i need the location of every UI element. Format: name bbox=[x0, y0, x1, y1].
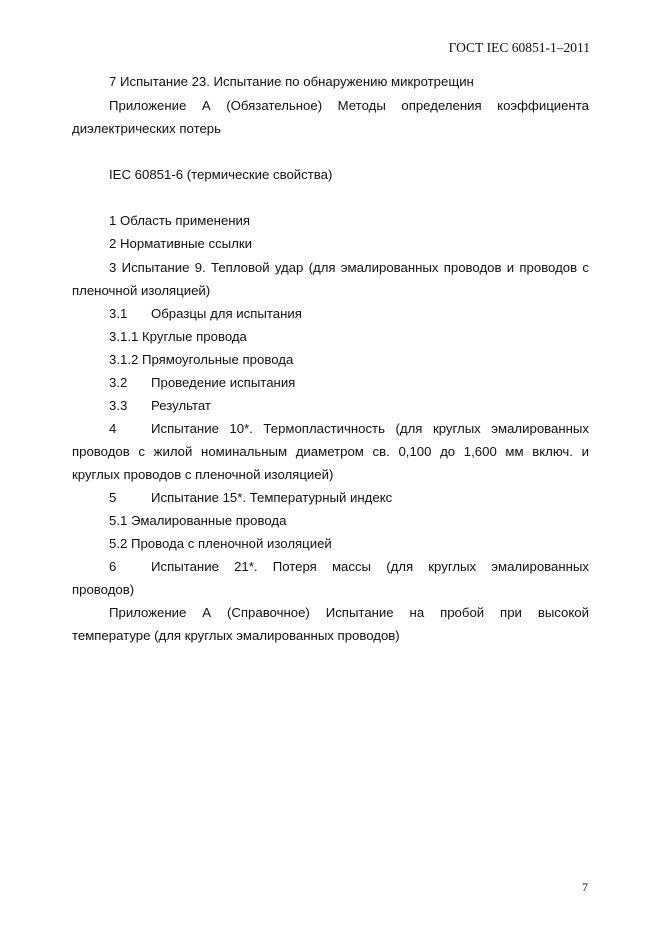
toc-entry-6-line1: Испытание 21*. Потеря массы (для круглых эмалированных bbox=[151, 559, 589, 574]
toc-entry-4-line2: проводов с жилой номинальным диаметром св. 0,100 до 1,600 мм включ. и bbox=[72, 444, 589, 459]
toc-number-3-2: 3.2 bbox=[109, 375, 128, 390]
toc-entry-5: Испытание 15*. Температурный индекс bbox=[151, 490, 393, 505]
section-title: IEC 60851-6 (термические свойства) bbox=[109, 167, 333, 182]
document-header: ГОСТ IEC 60851-1–2011 bbox=[448, 40, 590, 55]
toc-entry-6-line2: проводов) bbox=[72, 582, 135, 597]
toc-entry-3-2: Проведение испытания bbox=[151, 375, 296, 390]
toc-entry-5-1: 5.1 Эмалированные провода bbox=[109, 513, 287, 528]
toc-number-5: 5 bbox=[109, 490, 117, 505]
toc-number-3-3: 3.3 bbox=[109, 398, 128, 413]
toc-entry-3-line2: пленочной изоляцией) bbox=[72, 283, 211, 298]
toc-entry-2: 2 Нормативные ссылки bbox=[109, 236, 252, 251]
toc-entry-annex-a-line2: диэлектрических потерь bbox=[72, 121, 221, 136]
page-number: 7 bbox=[582, 880, 588, 894]
toc-entry-3-line1: 3 Испытание 9. Тепловой удар (для эмалированных проводов и проводов с bbox=[109, 260, 589, 275]
toc-entry-3-1-1: 3.1.1 Круглые провода bbox=[109, 329, 247, 344]
toc-number-3-1: 3.1 bbox=[109, 306, 128, 321]
toc-entry-annex-a-line1: Приложение А (Обязательное) Методы определения коэффициента bbox=[109, 98, 589, 113]
toc-number-4: 4 bbox=[109, 421, 117, 436]
toc-entry-4-line3: круглых проводов с пленочной изоляцией) bbox=[72, 467, 334, 482]
toc-entry-7: 7 Испытание 23. Испытание по обнаружению микротрещин bbox=[109, 74, 474, 89]
toc-entry-4-line1: Испытание 10*. Термопластичность (для круглых эмалированных bbox=[151, 421, 589, 436]
toc-number-6: 6 bbox=[109, 559, 117, 574]
toc-entry-1: 1 Область применения bbox=[109, 213, 251, 228]
toc-entry-5-2: 5.2 Провода с пленочной изоляцией bbox=[109, 536, 332, 551]
toc-entry-3-1: Образцы для испытания bbox=[151, 306, 302, 321]
toc-entry-3-1-2: 3.1.2 Прямоугольные провода bbox=[109, 352, 294, 367]
toc-entry-annex-a-info-line2: температуре (для круглых эмалированных проводов) bbox=[72, 628, 400, 643]
toc-entry-3-3: Результат bbox=[151, 398, 211, 413]
toc-entry-annex-a-info-line1: Приложение А (Справочное) Испытание на пробой при высокой bbox=[109, 605, 589, 620]
